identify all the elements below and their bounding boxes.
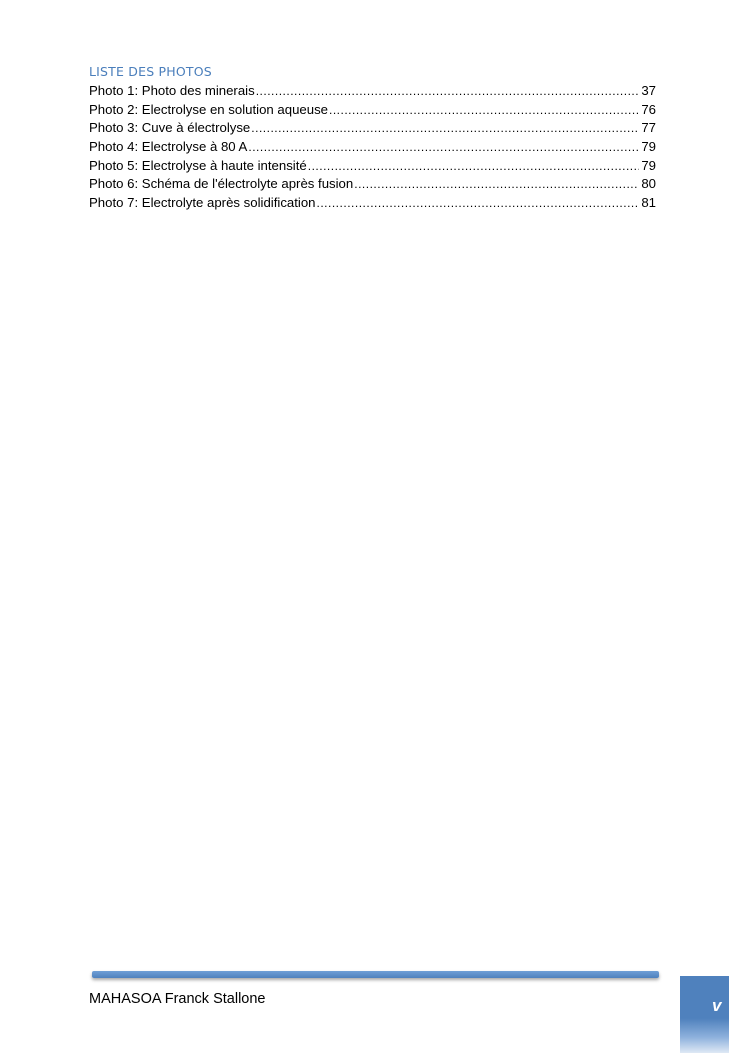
toc-entry[interactable]: [89, 82, 656, 101]
toc-entry-page: 77: [641, 120, 656, 136]
dot-leader: [256, 82, 640, 101]
dot-leader: [317, 194, 640, 213]
list-of-photos: [89, 82, 656, 213]
toc-entry-label: Photo 6: Schéma de l'électrolyte après fusion: [89, 176, 354, 192]
toc-entry-label: Photo 3: Cuve à électrolyse: [89, 120, 251, 136]
toc-entry-label: Photo 1: Photo des minerais: [89, 83, 255, 98]
dot-leader: [308, 157, 640, 176]
toc-entry-label: Photo 5: Electrolyse à haute intensité: [89, 157, 307, 173]
page-number: v: [712, 996, 722, 1015]
toc-entry-page: 79: [641, 157, 656, 173]
toc-entry-page: 76: [641, 101, 656, 117]
dot-leader: [251, 119, 639, 138]
toc-entry-page: 37: [641, 83, 656, 98]
toc-entry[interactable]: [89, 119, 656, 138]
dot-leader: [248, 138, 639, 157]
toc-entry[interactable]: [89, 157, 656, 176]
dot-leader: [329, 101, 639, 120]
page-number-tab: [680, 976, 729, 1053]
toc-entry-label: Photo 2: Electrolyse en solution aqueuse: [89, 101, 328, 117]
toc-entry[interactable]: [89, 138, 656, 157]
toc-entry[interactable]: [89, 101, 656, 120]
footer-divider: [92, 971, 659, 978]
list-of-photos-heading: LISTE DES PHOTOS: [89, 64, 212, 79]
toc-entry[interactable]: [89, 194, 656, 213]
toc-entry-page: 81: [641, 195, 656, 211]
footer-author: MAHASOA Franck Stallone: [89, 991, 266, 1007]
toc-entry-page: 79: [641, 139, 656, 155]
dot-leader: [354, 175, 639, 194]
toc-entry[interactable]: [89, 175, 656, 194]
toc-entry-page: 80: [641, 176, 656, 192]
toc-entry-label: Photo 7: Electrolyte après solidification: [89, 195, 316, 211]
toc-entry-label: Photo 4: Electrolyse à 80 A: [89, 139, 248, 155]
